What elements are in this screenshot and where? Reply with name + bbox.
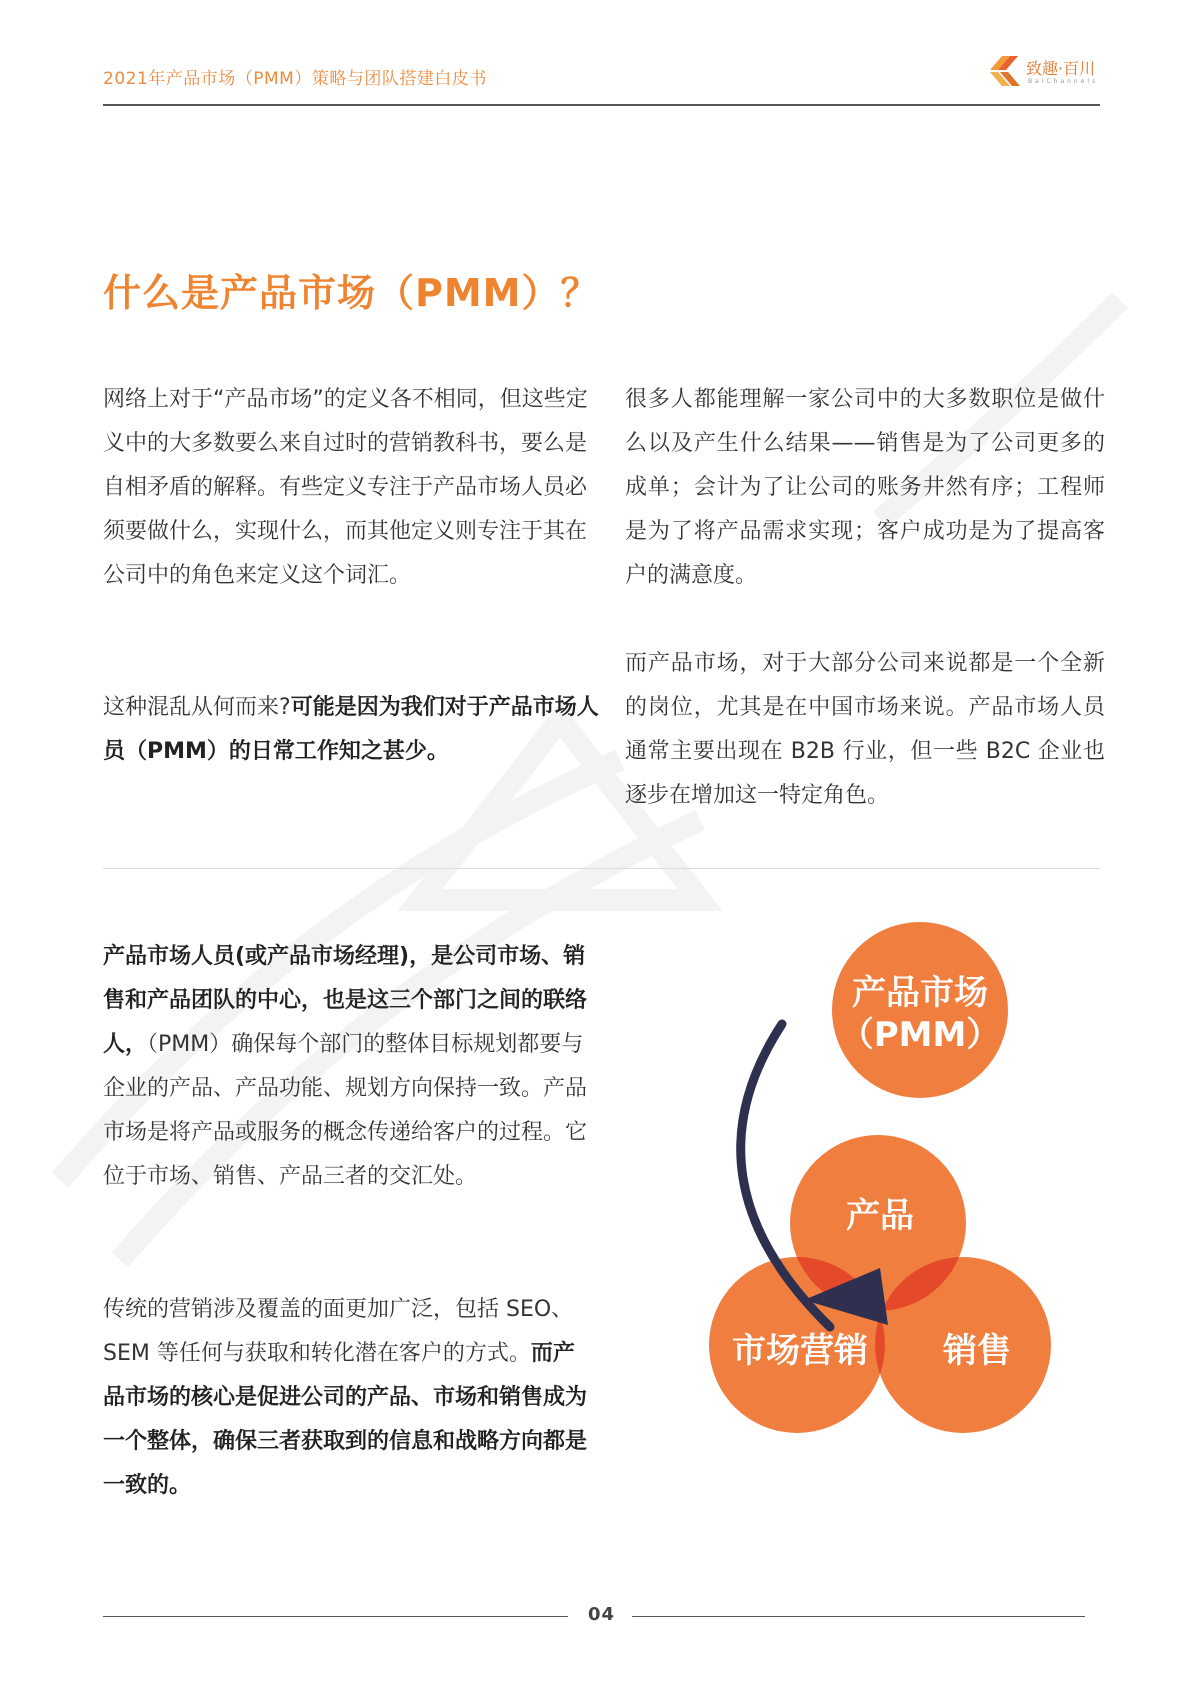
logo-subtext: BaiChannels	[1028, 78, 1099, 85]
footer-rule-left	[103, 1616, 568, 1617]
logo-mark-icon	[988, 52, 1022, 88]
left-paragraph-2-plain: 这种混乱从何而来?	[103, 695, 291, 720]
pmm-venn-diagram	[700, 920, 1100, 1520]
right-paragraph-2: 而产品市场，对于大部分公司来说都是一个全新的岗位，尤其是在中国市场来说。产品市场人员通常主要出现在 B2B 行业，但一些 B2C 企业也逐步在增加这一特定角色。	[625, 651, 1105, 808]
product-label: 产品	[846, 1196, 914, 1236]
marketing-label: 市场营销	[732, 1331, 868, 1371]
header-divider	[103, 104, 1100, 106]
left-paragraph-2	[103, 686, 603, 774]
pmm-label	[832, 972, 1008, 1056]
lower-paragraph-2	[103, 1288, 593, 1508]
pmm-label-line2: （PMM）	[839, 1015, 1001, 1055]
lower-paragraph-1-plain: （PMM）确保每个部门的整体目标规划都要与企业的产品、产品功能、规划方向保持一致。产品市场是将产品或服务的概念传递给客户的过程。它位于市场、销售、产品三者的交汇处。	[103, 1032, 588, 1189]
right-paragraph-1: 很多人都能理解一家公司中的大多数职位是做什么以及产生什么结果——销售是为了公司更多的成单；会计为了让公司的账务井然有序；工程师是为了将产品需求实现；客户成功是为了提高客户的满意度。	[625, 387, 1105, 588]
pmm-label-line1: 产品市场	[852, 973, 988, 1013]
left-paragraph-2-bold: 可能是因为我们对于产品市场人员（PMM）的日常工作知之甚少。	[103, 695, 599, 764]
header-title: 2021年产品市场（PMM）策略与团队搭建白皮书	[103, 69, 487, 89]
lower-paragraph-2-plain: 传统的营销涉及覆盖的面更加广泛，包括 SEO、SEM 等任何与获取和转化潜在客户的方式。	[103, 1297, 574, 1366]
lower-paragraph-1	[103, 935, 593, 1199]
footer-rule-right	[632, 1616, 1085, 1617]
lower-paragraph-1-bold: 产品市场人员(或产品市场经理)，是公司市场、销售和产品团队的中心，也是这三个部门之间的联络人，	[103, 944, 588, 1057]
brand-logo	[988, 52, 1100, 92]
left-paragraph-1: 网络上对于“产品市场”的定义各不相同，但这些定义中的大多数要么来自过时的营销教科书，要么是自相矛盾的解释。有些定义专注于产品市场人员必须要做什么，实现什么，而其他定义则专注于其在公司中的角色来定义这个词汇。	[103, 387, 588, 588]
sales-label: 销售	[943, 1331, 1011, 1371]
section-heading: 什么是产品市场（PMM）？	[103, 271, 600, 315]
logo-text: 致趣·百川	[1026, 59, 1096, 78]
section-divider	[103, 868, 1100, 869]
page-number: 04	[588, 1604, 616, 1625]
lower-paragraph-2-bold: 而产品市场的核心是促进公司的产品、市场和销售成为一个整体，确保三者获取到的信息和战略方向都是一致的。	[103, 1341, 588, 1498]
